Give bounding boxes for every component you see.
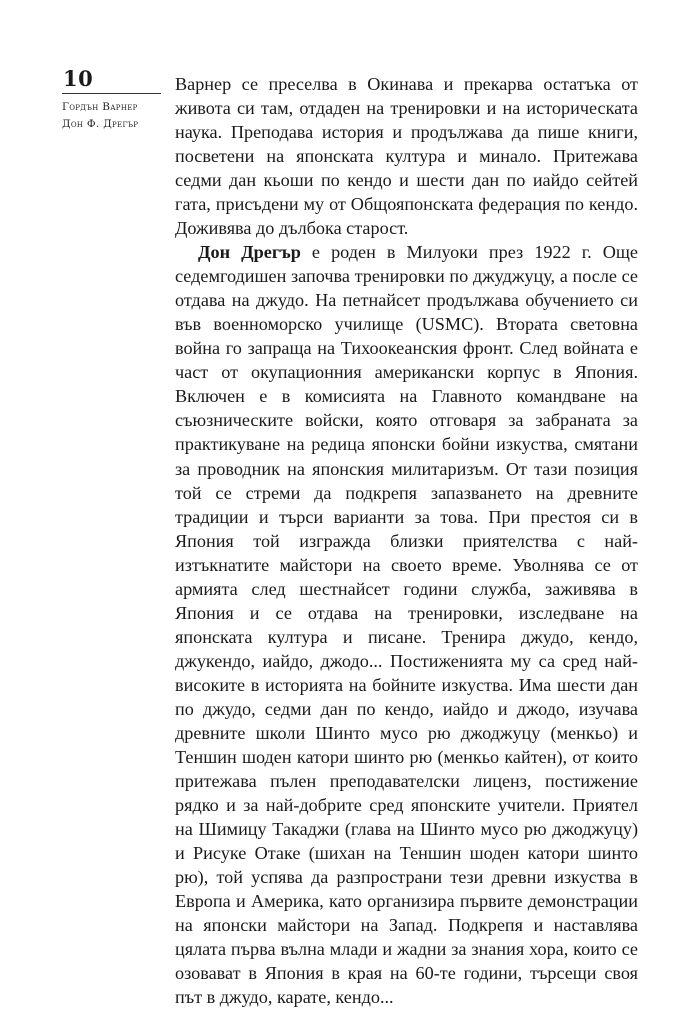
paragraph-1: Варнер се преселва в Окинава и прекарва остатъка от живота си там, отдаден на тренировки и на историческата наука. Преподава история и продължава да пише книги, посветени на японската култура и минало. Притежава седми дан кьоши по кендо и шести дан по иайдо сейтей гата, присъдени му от Общояпонската федерация по кендо. Доживява до дълбока старост. — [175, 74, 638, 239]
paragraph-2-text: е роден в Милуоки през 1922 г. Още седемгодишен започва тренировки по джуджуцу, а после се отдава на джудо. На петнайсет продължава обучението си във военноморско училище (USMC). Втората световна война го запраща на Тихоокеанския фронт. След войната е част от окупационния американски корпус в Япония. Включен е в комисията на Главното командване на съюзническите войски, която отговаря за забраната за практикуване на редица японски бойни изкуства, смятани за проводник на японския милитаризъм. От тази позиция той се стреми да подкрепя запазването на древните традиции и търси варианти за това. При престоя си в Япония той изгражда близки приятелства с най-изтъкнатите майстори на своето време. Уволнява се от армията след шестнайсет години служба, заживява в Япония и се отдава на тренировки, изследване на японската култура и писане. Тренира джудо, кендо, джукендо, иайдо, джодо... Постиженията му са сред най-високите в историята на бойните изкуства. Има шести дан по джудо, седми дан по кендо, иайдо и джодо, изучава древните школи Шинто мусо рю джоджуцу (менкьо) и Теншин шоден катори шинто рю (менкьо кайтен), от които притежава пълен преподавателски лиценз, постижение рядко и за най-добрите сред японските учители. Приятел на Шимицу Такаджи (глава на Шинто мусо рю джоджуцу) и Рисуке Отаке (шихан на Теншин шоден катори шинто рю), той успява да разпространи тези древни изкуства в Европа и Америка, като организира първите демонстрации на японски майстори на Запад. Подкрепя и наставлява цялата първа вълна млади и жадни за знания хора, които се озовават в Япония в края на 60-те години, търсещи своя път в джудо, карате, кендо... — [175, 242, 638, 1008]
header-rule — [62, 93, 161, 94]
author-name-2: Дон Ф. Дрегър — [62, 118, 139, 130]
paragraph-2 — [175, 240, 638, 1009]
author-name-1: Гордън Варнер — [62, 101, 138, 113]
page-number: 10 — [63, 66, 94, 91]
body-text — [175, 72, 638, 1009]
lead-name: Дон Дрегър — [198, 242, 301, 263]
running-head — [62, 99, 162, 133]
